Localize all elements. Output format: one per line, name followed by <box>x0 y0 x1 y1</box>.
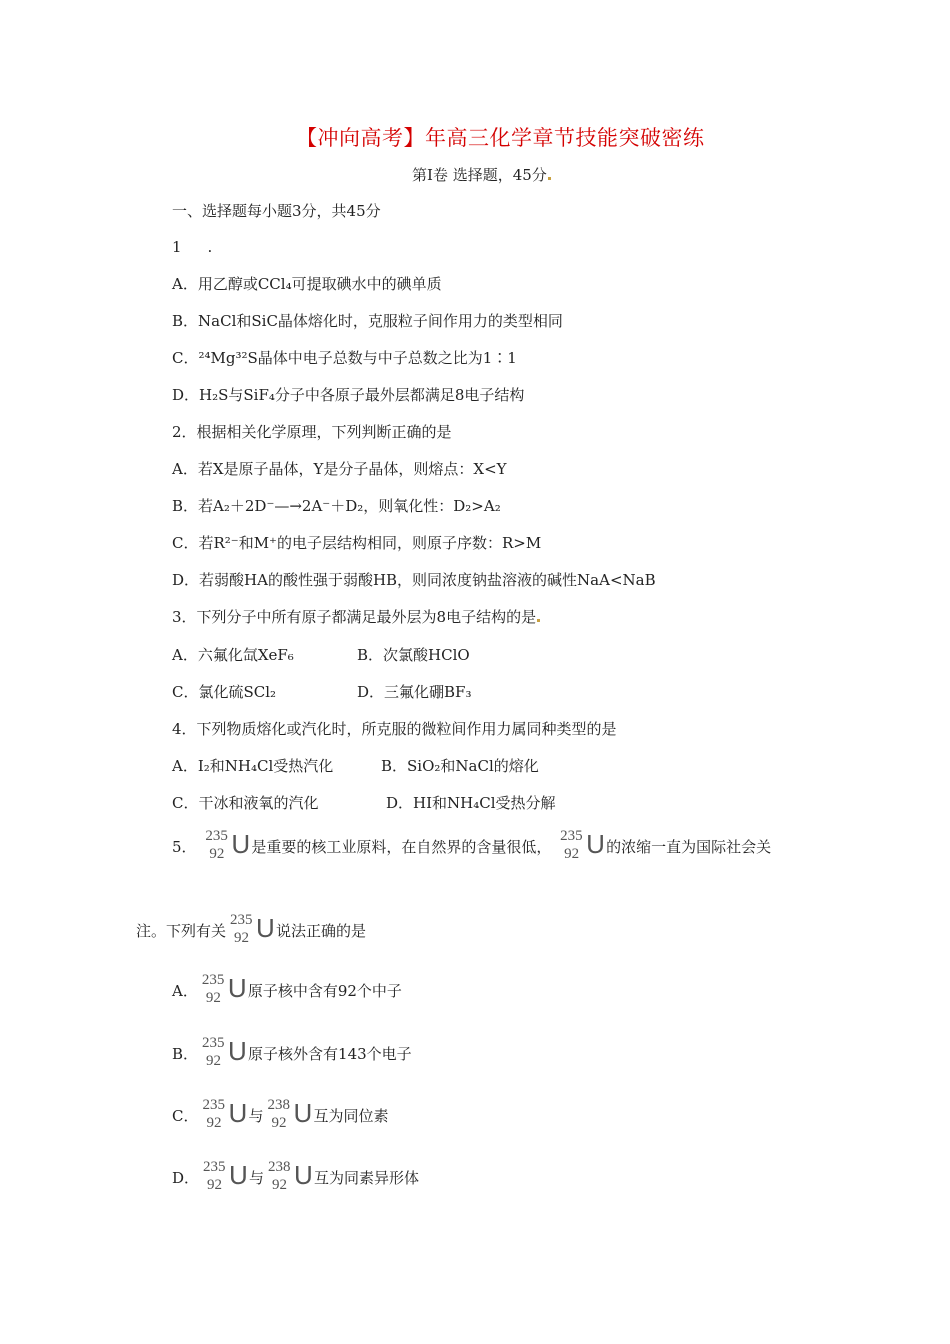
subtitle <box>412 164 551 185</box>
q5-option-a <box>172 972 402 1012</box>
q1-option-b: B．NaCl和SiC晶体熔化时，克服粒子间作用力的类型相同 <box>172 312 563 330</box>
u235-nuclide: 235 92 U <box>230 912 275 946</box>
q1-number <box>172 238 212 256</box>
q1-option-c: C．²⁴Mg³²S晶体中电子总数与中子总数之比为1∶1 <box>172 349 517 367</box>
q4-option-b: B．SiO₂和NaCl的熔化 <box>381 757 539 775</box>
marker-dot <box>537 619 540 622</box>
q5-c-mid: 与 <box>248 1107 264 1125</box>
q3-option-a: A．六氟化氙XeF₆ <box>172 646 294 664</box>
u238-nuclide: 238 92 U <box>268 1159 313 1193</box>
u235-nuclide: 235 92 U <box>202 1035 247 1069</box>
q3-option-b: B．次氯酸HClO <box>357 646 470 664</box>
q2-stem: 2．根据相关化学原理，下列判断正确的是 <box>172 423 452 441</box>
u235-nuclide: 235 92 U <box>202 1097 248 1131</box>
q2-option-b: B．若A₂＋2D⁻—→2A⁻＋D₂，则氧化性：D₂>A₂ <box>172 497 501 515</box>
q4-option-d: D．HI和NH₄Cl受热分解 <box>386 794 556 812</box>
q5-b-text: 原子核外含有143个电子 <box>248 1045 412 1063</box>
q5-option-c <box>172 1097 389 1137</box>
u235-nuclide: 235 92 U <box>560 828 605 862</box>
q5-c-label: C． <box>172 1107 199 1125</box>
q5-a-label: A． <box>172 982 198 1000</box>
q5-num: 5． <box>172 838 197 856</box>
q5-a-text: 原子核中含有92个中子 <box>247 982 402 1000</box>
q1-option-a: A．用乙醇或CCl₄可提取碘水中的碘单质 <box>172 275 442 293</box>
q3-option-d: D．三氟化硼BF₃ <box>357 683 472 701</box>
q5-line2 <box>136 912 366 952</box>
q1-option-d: D．H₂S与SiF₄分子中各原子最外层都满足8电子结构 <box>172 386 525 404</box>
q5-d-text: 互为同素异形体 <box>314 1169 420 1187</box>
u235-nuclide: 235 92 U <box>205 828 251 862</box>
q5-d-mid: 与 <box>249 1169 265 1187</box>
subtitle-text: 第Ⅰ卷 选择题，45分 <box>412 166 547 184</box>
q5-option-d <box>172 1159 419 1199</box>
marker-dot <box>548 177 551 180</box>
q5-line1 <box>172 828 771 868</box>
u235-nuclide: 235 92 U <box>203 1159 248 1193</box>
u238-nuclide: 238 92 U <box>267 1097 313 1131</box>
q5-option-b <box>172 1035 412 1075</box>
q1-num: 1 <box>172 238 182 256</box>
q4-option-a: A．I₂和NH₄Cl受热汽化 <box>172 757 334 775</box>
q2-option-d: D．若弱酸HA的酸性强于弱酸HB，则同浓度钠盐溶液的碱性NaA<NaB <box>172 571 656 589</box>
q4-stem: 4．下列物质熔化或汽化时，所克服的微粒间作用力属同种类型的是 <box>172 720 617 738</box>
q5-part2: 的浓缩一直为国际社会关 <box>606 838 772 856</box>
page-title: 【冲向高考】年高三化学章节技能突破密练 <box>296 126 705 150</box>
section-heading: 一、选择题每小题3分，共45分 <box>172 202 381 220</box>
q5-line2a: 注。下列有关 <box>136 922 227 940</box>
q5-b-label: B． <box>172 1045 199 1063</box>
q2-option-a: A．若X是原子晶体，Y是分子晶体，则熔点：X<Y <box>172 460 507 478</box>
q1-dot: . <box>207 238 213 256</box>
q5-d-label: D． <box>172 1169 200 1187</box>
q2-option-c: C．若R²⁻和M⁺的电子层结构相同，则原子序数：R>M <box>172 534 542 552</box>
u235-nuclide: 235 92 U <box>201 972 247 1006</box>
q5-c-text: 互为同位素 <box>313 1107 389 1125</box>
q4-option-c: C．干冰和液氧的汽化 <box>172 794 319 812</box>
q3-stem <box>172 606 540 627</box>
q5-part1: 是重要的核工业原料，在自然界的含量很低， <box>251 838 552 856</box>
q3-option-c: C．氯化硫SCl₂ <box>172 683 277 701</box>
q5-line2b: 说法正确的是 <box>276 922 367 940</box>
q3-stem-text: 3．下列分子中所有原子都满足最外层为8电子结构的是 <box>172 608 537 626</box>
